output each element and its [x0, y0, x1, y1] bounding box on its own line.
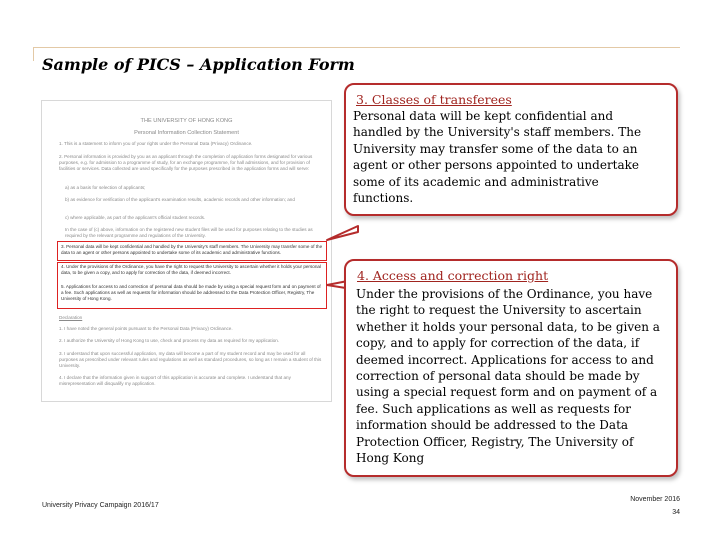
form-item-2a: a) as a basis for selection of applicants;: [65, 185, 146, 190]
callout-3-heading: 3. Classes of transferees: [356, 92, 512, 107]
footer-date: November 2016: [630, 496, 680, 503]
footer-campaign: University Privacy Campaign 2016/17: [42, 502, 159, 509]
form-item-2c: c) where applicable, as part of the applicant's official student records.: [65, 215, 206, 220]
callout-3-pointer: [327, 226, 358, 240]
form-item-3: 3. Personal data will be kept confidential and handled by the University's staff members. The University may transfer some of the data to an agent or other persons appointed to undertake some of its academic and administrative functions.: [61, 244, 323, 255]
form-declaration-3: 3. I understand that upon successful application, my data will become a part of my student record and may be used for all purposes as prescribed under relevant rules and regulations as well as standard procedures, so long as I remain a student of this University.: [59, 351, 322, 368]
form-declaration-1: 1. I have noted the general points pursuant to the Personal Data (Privacy) Ordinance.: [59, 326, 233, 331]
form-item-2-note: In the case of (c) above, information on the registered new student files will be used for purposes relating to the studies as required by the relevant programme and regulations of the University.: [65, 227, 313, 238]
slide-title: Sample of PICS – Application Form: [42, 55, 355, 74]
form-item-4: 4. Under the provisions of the Ordinance, you have the right to request the University to ascertain whether it holds your personal data, to be given a copy, and to apply for correction of the data, if deemed incorrect.: [61, 264, 321, 275]
form-item-2: 2. Personal information is provided by you as an applicant through the completion of application forms designated for various purposes, e.g. for admission to a programme of study, for an exchange programme, for hall admissions, and for provision of facilities or services. Data collected are used specifically for the purposes prescribed in the application forms and will serve:: [59, 154, 313, 171]
callout-3-body: Personal data will be kept confidential and handled by the University's staff members. The University may transfer some of the data to an agent or other persons appointed to undertake some of its academic and administrative functions.: [353, 109, 642, 206]
form-declaration-4: 4. I declare that the information given in support of this application is accurate and complete. I understand that any misrepresentation will disqualify my application.: [59, 375, 291, 386]
form-declaration-heading: Declaration: [59, 315, 83, 320]
form-item-5: 5. Applications for access to and correction of personal data should be made by using a special request form and on payment of a fee. Such applications as well as requests for information should be addressed to the Data Protection Officer, Registry, The University of Hong Kong.: [61, 284, 321, 301]
callout-4-body: Under the provisions of the Ordinance, you have the right to request the University to ascertain whether it holds your personal data, to be given a copy, and to apply for correction of the data, if deemed incorrect. Applications for access to and correction of personal data should be made by using a special request form and on payment of a fee. Such applications as well as requests for information should be addressed to the Data Protection Officer, Registry, The University of Hong Kong: [356, 287, 660, 466]
callout-4-heading: 4. Access and correction right: [357, 268, 549, 283]
form-declaration-2: 2. I authorize the University of Hong Kong to use, check and process my data as required for my application.: [59, 338, 280, 343]
form-item-1: 1. This is a statement to inform you of your rights under the Personal Data (Privacy) Ordinance.: [59, 141, 253, 146]
form-university-name: THE UNIVERSITY OF HONG KONG: [140, 118, 233, 124]
form-statement-title: Personal Information Collection Statement: [134, 130, 239, 136]
page-number: 34: [672, 509, 680, 516]
form-item-2b: b) as evidence for verification of the applicant's examination results, academic records and other information; and: [65, 197, 295, 202]
